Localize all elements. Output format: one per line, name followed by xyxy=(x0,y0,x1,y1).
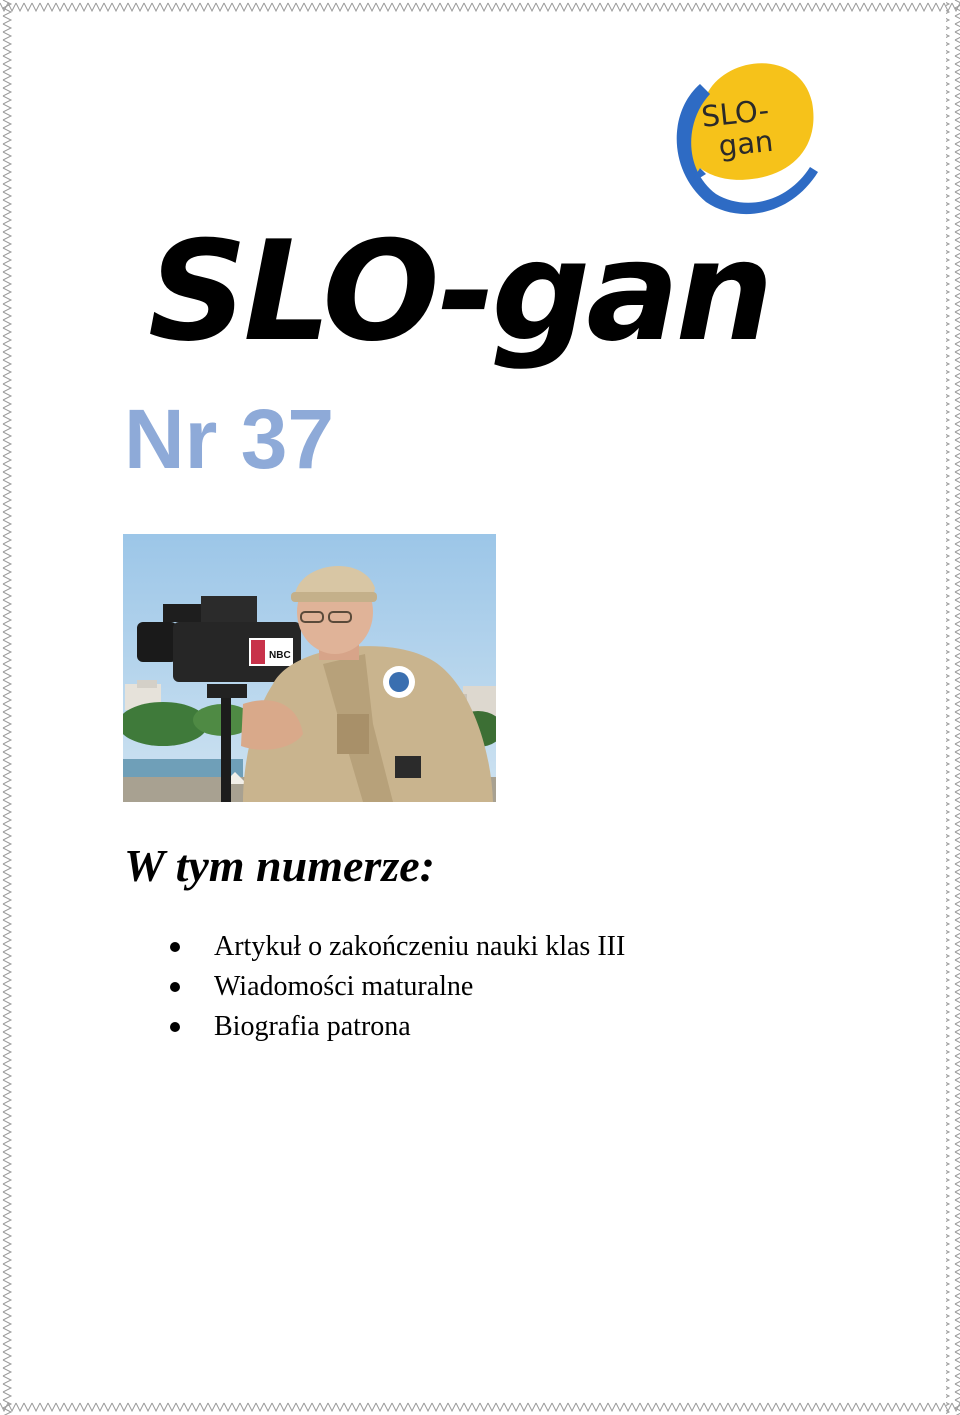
contents-list xyxy=(168,927,625,1047)
list-item xyxy=(168,1007,625,1047)
contents-heading: W tym numerze: xyxy=(124,840,435,891)
list-item-label: Biografia patrona xyxy=(214,1011,411,1042)
list-item xyxy=(168,967,625,1007)
logo-wordmark xyxy=(700,93,796,164)
bullet-icon xyxy=(170,1022,180,1032)
bullet-icon xyxy=(170,982,180,992)
list-item-label: Wiadomości maturalne xyxy=(214,971,474,1002)
cameraman-photo xyxy=(123,534,496,802)
svg-text:NBC: NBC xyxy=(269,650,291,661)
list-item xyxy=(168,927,625,967)
logo-line-1: SLO- xyxy=(699,92,771,134)
logo-line-2: gan xyxy=(716,123,775,164)
issue-number: Nr 37 xyxy=(124,392,335,486)
list-item-label: Artykuł o zakończeniu nauki klas III xyxy=(214,931,626,962)
bullet-icon xyxy=(170,942,180,952)
magazine-title: SLO-gan xyxy=(148,211,770,372)
